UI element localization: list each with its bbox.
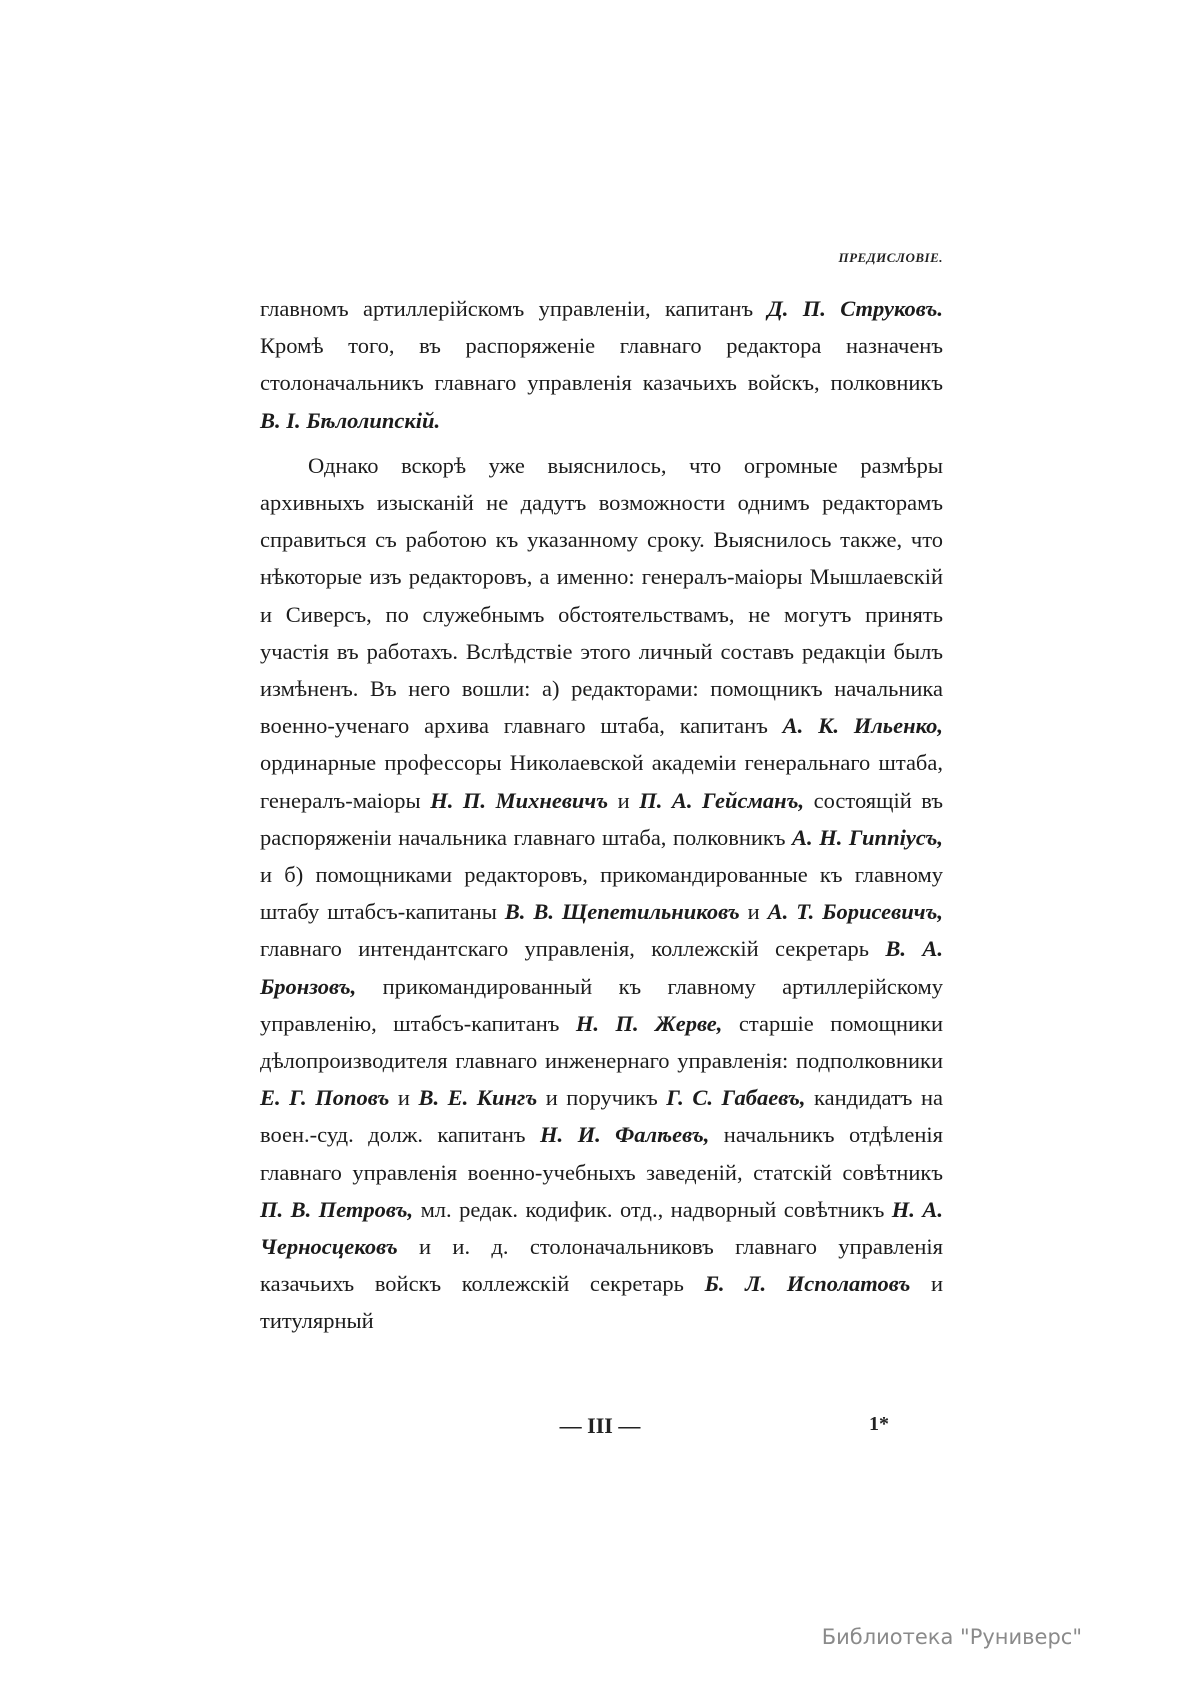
text-run: Кромѣ того, въ распоряженіе главнаго редактора назначенъ столоначальникъ главнаго управленія казачьихъ войскъ, полковникъ bbox=[260, 333, 943, 396]
person-name: Н. П. Михневичъ bbox=[430, 787, 609, 813]
person-name: В. В. Щепетильниковъ bbox=[504, 899, 740, 925]
text-run: и и. д. столоначальниковъ главнаго управленія казачьихъ войскъ коллежскій секретарь bbox=[260, 1234, 943, 1297]
signature-mark: 1* bbox=[869, 1413, 889, 1435]
text-run: прикомандированный къ главному артиллерійскому управленію, штабсъ-капитанъ bbox=[260, 973, 943, 1036]
person-name: Б. Л. Исполатовъ bbox=[704, 1271, 911, 1297]
text-run: и поручикъ bbox=[537, 1085, 667, 1111]
person-name: Н. И. Фалѣевъ, bbox=[540, 1122, 710, 1148]
person-name: Е. Г. Поповъ bbox=[260, 1085, 390, 1111]
text-run: и б) помощниками редакторовъ, прикомандированные къ главному штабу штабсъ-капитаны bbox=[260, 862, 943, 925]
person-name: Н. А. Черносцековъ bbox=[260, 1196, 944, 1260]
text-run: главнаго интендантскаго управленія, коллежскій секретарь bbox=[260, 936, 886, 962]
text-run: главномъ артиллерійскомъ управленіи, капитанъ bbox=[260, 296, 768, 321]
text-run: и bbox=[389, 1085, 419, 1111]
person-name: А. К. Ильенко, bbox=[782, 713, 943, 739]
text-run: мл. редак. кодифик. отд., надворный совѣтникъ bbox=[413, 1196, 892, 1222]
person-name: П. В. Петровъ, bbox=[260, 1196, 414, 1222]
person-name: В. I. Бѣлолипскій. bbox=[260, 407, 441, 433]
text-run: и титулярный bbox=[260, 1271, 944, 1334]
library-watermark: Библиотека "Руниверс" bbox=[821, 1625, 1082, 1649]
text-run: кандидатъ на воен.-суд. долж. капитанъ bbox=[260, 1085, 943, 1148]
person-name: Н. П. Жерве, bbox=[575, 1010, 723, 1036]
paragraph bbox=[260, 447, 943, 1340]
person-name: В. А. Бронзовъ, bbox=[260, 936, 943, 999]
person-name: А. Т. Борисевичъ, bbox=[767, 899, 943, 925]
paragraph bbox=[260, 290, 943, 439]
text-run: Однако вскорѣ уже выяснилось, что огромные размѣры архивныхъ изысканій не дадутъ возможности однимъ редакторамъ справиться съ работою къ указанному сроку. Выяснилось также, что нѣкоторые изъ редакторовъ, а именно: генералъ-маіоры Мышлаевскій и Сиверсъ, по служебнымъ обстоятельствамъ, не могутъ принять участія въ работахъ. Вслѣдствіе этого личный составъ редакціи былъ измѣненъ. Въ него вошли: а) редакторами: помощникъ начальника военно-ученаго архива главнаго штаба, капитанъ bbox=[260, 452, 943, 739]
page-number: — III — bbox=[559, 1413, 641, 1438]
text-run: и bbox=[739, 899, 768, 925]
person-name: В. Е. Кингъ bbox=[418, 1085, 538, 1111]
text-run: и bbox=[608, 787, 640, 813]
person-name: Д. П. Струковъ. bbox=[767, 296, 944, 321]
person-name: Г. С. Габаевъ, bbox=[666, 1085, 806, 1111]
text-run: начальникъ отдѣленія главнаго управленія военно-учебныхъ заведеній, статскій совѣтникъ bbox=[260, 1122, 943, 1185]
person-name: А. Н. Гиппіусъ, bbox=[792, 824, 943, 850]
text-run: состоящій въ распоряженіи начальника главнаго штаба, полковникъ bbox=[260, 787, 943, 850]
text-run: ординарные профессоры Николаевской академіи генеральнаго штаба, генералъ-маіоры bbox=[260, 750, 943, 813]
text-run: старшіе помощники дѣлопроизводителя главнаго инженернаго управленія: подполковники bbox=[260, 1010, 943, 1074]
running-head: ПРЕДИСЛОВІЕ. bbox=[838, 250, 943, 265]
body-text bbox=[260, 290, 943, 1340]
person-name: П. А. Гейсманъ, bbox=[639, 787, 805, 813]
